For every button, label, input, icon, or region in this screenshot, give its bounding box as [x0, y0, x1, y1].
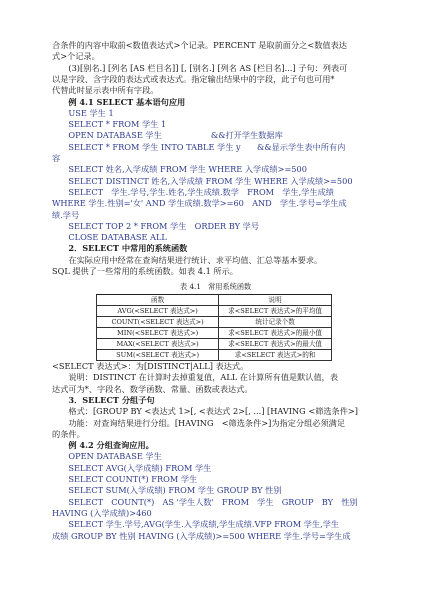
table-row [97, 350, 332, 361]
text-line: <SELECT 表达式>：为[DISTINCT|ALL] 表达式。 [52, 361, 249, 371]
text-line: 的条件。 [52, 428, 85, 439]
sql-code-line: WHERE 学生.性别='女' AND 学生成绩.数学>=60 AND 学生.学号=学生成 [52, 198, 347, 209]
column-header-description: 说明 [219, 295, 332, 306]
sql-code-line: SELECT TOP 2 * FROM 学生 ORDER BY 学号 [52, 220, 260, 231]
sql-code-line: HAVING (入学成绩)>460 [52, 507, 152, 518]
text-line: (3)[别名.] [列名 [AS 栏目名]] [, [别名.] [列名 AS [栏目名]...] 子句：列表可 [52, 62, 348, 73]
sql-code-line: SELECT COUNT(*) FROM 学生 [52, 474, 198, 484]
sql-code-line: OPEN DATABASE 学生 [52, 451, 162, 462]
sql-code-line: OPEN DATABASE 学生 &&打开学生数据库 [52, 130, 283, 141]
text-line: 代替此时显示表中所有字段。 [52, 85, 159, 96]
example-heading: 例 4.1 SELECT 基本语句应用 [52, 96, 186, 107]
sql-code-line: SELECT 学生.学号,AVG(学生.入学成绩,学生成绩.VFP FROM 学生,学生 [52, 519, 340, 530]
sql-code-line: 成绩 GROUP BY 性别 HAVING (入学成绩)>=500 WHERE 学生.学号=学生成 [52, 530, 351, 541]
sql-code-line: 绩.学号 [52, 209, 80, 220]
sql-code-line: 容 [52, 153, 61, 163]
description-cell: 求<SELECT 表达式>的平均值 [219, 306, 332, 317]
sql-code-line: SELECT 姓名,入学成绩 FROM 学生 WHERE 入学成绩>=500 [52, 164, 307, 175]
table-row [97, 306, 332, 317]
column-header-function: 函数 [97, 295, 219, 306]
text-line: 在实际应用中经常在查询结果进行统计、求平均值、汇总等基本要求。 [52, 254, 323, 265]
text-line: 说明：DISTINCT 在计算时去掉重复值，ALL 在计算所有值是默认值，表 [52, 372, 339, 383]
sql-code-line: SELECT 学生.学号,学生.姓名,学生成绩.数学 FROM 学生,学生成绩 [52, 186, 334, 197]
sql-code-line: SELECT * FROM 学生 1 [52, 119, 167, 130]
sql-code-line: SELECT AVG(入学成绩) FROM 学生 [52, 462, 212, 473]
text-line: 格式：[GROUP BY <表达式 1>[, <表达式 2>[, ...] [HAVING <筛选条件>] [52, 406, 358, 417]
table-header-row [97, 295, 332, 306]
description-cell: 求<SELECT 表达式>的最大值 [219, 339, 332, 350]
system-functions-table [96, 294, 332, 361]
table-row [97, 328, 332, 339]
section-heading: 3．SELECT 分组子句 [52, 394, 155, 405]
function-cell: AVG(<SELECT 表达式>) [97, 306, 219, 317]
text-line: SQL 提供了一些常用的系统函数。如表 4.1 所示。 [52, 266, 238, 276]
function-cell: MIN(<SELECT 表达式>) [97, 328, 219, 339]
text-line: 以是字段、含字段的表达式或表达式。指定输出结果中的字段，此子句也可用* [52, 73, 335, 84]
description-cell: 统计记录个数 [219, 317, 332, 328]
text-line: 合条件的内容中取前<数值表达式>个记录。PERCENT 是取前面分之<数值表达 [52, 40, 347, 50]
table-row [97, 317, 332, 328]
text-line: 功能：对查询结果进行分组。[HAVING <筛选条件>]为指定分组必须满足 [52, 417, 346, 428]
function-cell: MAX(<SELECT 表达式>) [97, 339, 219, 350]
sql-code-line: SELECT COUNT(*) AS '学生人数' FROM 学生 GROUP BY 性别 [52, 496, 358, 507]
sql-code-line: CLOSE DATABASE ALL [52, 232, 167, 243]
function-cell: SUM(<SELECT 表达式>) [97, 350, 219, 361]
sql-code-line: USE 学生 1 [52, 107, 114, 118]
description-cell: 求<SELECT 表达式>的和 [219, 350, 332, 361]
sql-code-line: SELECT DISTINCT 姓名,入学成绩 FROM 学生 WHERE 入学成绩>=500 [52, 175, 353, 186]
text-line: 达式可为*、字段名、数学函数、常量、函数或表达式。 [52, 383, 253, 394]
table-row [97, 339, 332, 350]
description-cell: 求<SELECT 表达式>的最小值 [219, 328, 332, 339]
text-line: 式>个记录。 [52, 51, 100, 62]
table-caption: 表 4.1 常用系统函数 [180, 282, 252, 291]
section-heading: 2．SELECT 中常用的系统函数 [52, 243, 188, 254]
function-cell: COUNT(<SELECT 表达式>) [97, 317, 219, 328]
sql-code-line: SELECT SUM(入学成绩) FROM 学生 GROUP BY 性别 [52, 485, 282, 496]
sql-code-line: SELECT * FROM 学生 INTO TABLE 学生 y &&显示学生表中所有内 [52, 141, 346, 152]
example-heading: 例 4.2 分组查询应用。 [52, 440, 154, 451]
